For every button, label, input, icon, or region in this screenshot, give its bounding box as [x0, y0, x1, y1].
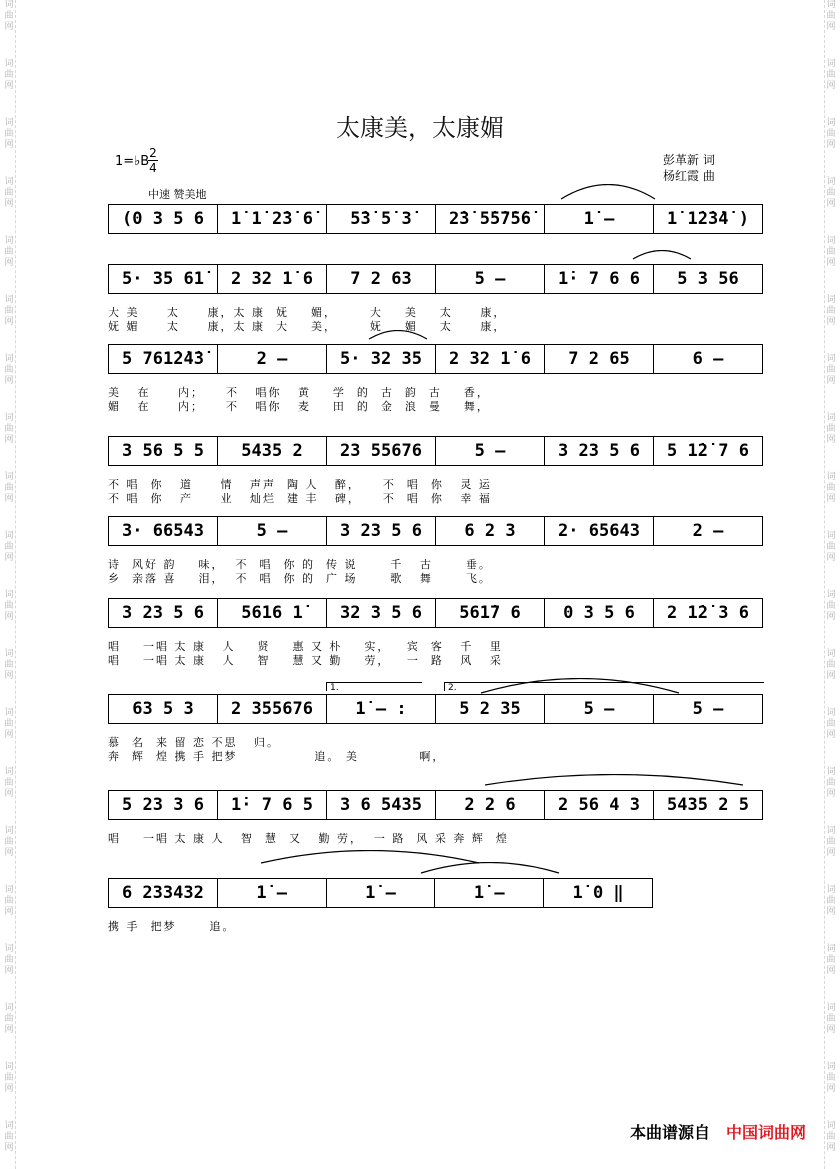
watermark-gap — [3, 1036, 15, 1062]
slur-path — [633, 251, 691, 260]
watermark-gap — [825, 1095, 837, 1121]
watermark-gap — [825, 151, 837, 177]
watermark-char: 网 — [4, 671, 14, 681]
watermark-char: 曲 — [4, 365, 14, 375]
watermark-char: 词 — [826, 708, 836, 718]
watermark-char: 词 — [4, 826, 14, 836]
watermark-gap — [825, 800, 837, 826]
measure: 5 761̇2̇4̇3̇ — [108, 345, 217, 373]
watermark-char: 曲 — [826, 1073, 836, 1083]
measure: 5̇3̇ 5̇ 3̇ — [326, 205, 435, 233]
measure: 1̇ 1̇2̇3̇4̇ ) — [653, 205, 763, 233]
measure: 561̇7 6 — [435, 599, 544, 627]
watermark-char: 词 — [4, 354, 14, 364]
watermark-char: 网 — [826, 494, 836, 504]
measure: 3 23 5 6 — [326, 517, 435, 545]
watermark-gap — [3, 741, 15, 767]
watermark-char: 网 — [4, 199, 14, 209]
watermark-char: 曲 — [826, 1014, 836, 1024]
watermark-char: 网 — [4, 435, 14, 445]
source-footer — [630, 1120, 806, 1143]
watermark-char: 网 — [4, 612, 14, 622]
watermark-gap — [3, 682, 15, 708]
lyric-line: 不 唱 你 道 情 声声 陶 人 醉， 不 唱 你 灵 运 — [108, 478, 492, 491]
watermark-char: 词 — [826, 59, 836, 69]
watermark-char: 曲 — [826, 188, 836, 198]
score-system — [108, 790, 763, 820]
watermark-gap — [825, 505, 837, 531]
watermark-char: 词 — [4, 472, 14, 482]
watermark-char: 词 — [4, 59, 14, 69]
watermark-char: 网 — [826, 1025, 836, 1035]
key-signature: 1=♭B — [115, 154, 150, 169]
watermark-char: 曲 — [826, 70, 836, 80]
watermark-char: 曲 — [4, 1073, 14, 1083]
watermark-gap — [825, 210, 837, 236]
watermark-gap — [825, 387, 837, 413]
measure: 3 23 5 6 — [544, 437, 653, 465]
watermark-char: 词 — [826, 531, 836, 541]
watermark-char: 网 — [826, 553, 836, 563]
tempo-marking: 中速 赞美地 — [148, 188, 207, 201]
watermark-gap — [3, 1095, 15, 1121]
composer-credit: 杨红霞 曲 — [663, 169, 715, 183]
measure: 6 233432 — [108, 879, 217, 907]
watermark-left — [3, 0, 16, 1169]
watermark-char: 网 — [826, 435, 836, 445]
watermark-char: 网 — [826, 671, 836, 681]
measure: 5 – — [544, 695, 653, 723]
slur-mark — [484, 774, 744, 786]
score-system — [108, 264, 763, 294]
measure: 3· 66543 — [108, 517, 217, 545]
watermark-char: 网 — [4, 789, 14, 799]
score-system — [108, 436, 763, 466]
watermark-gap — [3, 977, 15, 1003]
watermark-char: 词 — [4, 236, 14, 246]
watermark-char: 词 — [826, 944, 836, 954]
watermark-char: 曲 — [4, 778, 14, 788]
lyric-line: 美 在 内； 不 唱你 黄 学 的 古 韵 古 香， — [108, 386, 490, 399]
watermark-char: 网 — [826, 966, 836, 976]
watermark-char: 网 — [4, 317, 14, 327]
watermark-char: 曲 — [826, 601, 836, 611]
watermark-char: 词 — [826, 354, 836, 364]
watermark-char: 词 — [826, 885, 836, 895]
watermark-char: 曲 — [826, 660, 836, 670]
watermark-char: 词 — [4, 118, 14, 128]
watermark-char: 网 — [4, 258, 14, 268]
watermark-char: 词 — [826, 0, 836, 10]
watermark-char: 曲 — [4, 306, 14, 316]
watermark-gap — [3, 446, 15, 472]
watermark-char: 曲 — [4, 837, 14, 847]
watermark-char: 词 — [4, 1121, 14, 1131]
lyric-line: 媚 在 内； 不 唱你 麦 田 的 金 浪 曼 舞， — [108, 400, 490, 413]
watermark-char: 网 — [4, 1143, 14, 1153]
watermark-char: 曲 — [4, 129, 14, 139]
watermark-char: 曲 — [826, 955, 836, 965]
volta-first-ending: 1. — [326, 682, 422, 691]
watermark-gap — [825, 269, 837, 295]
watermark-char: 曲 — [4, 247, 14, 257]
watermark-char: 曲 — [4, 1014, 14, 1024]
watermark-char: 网 — [4, 1025, 14, 1035]
measure: 3 56 5 5 — [108, 437, 217, 465]
watermark-char: 曲 — [826, 778, 836, 788]
watermark-char: 网 — [4, 907, 14, 917]
measure: 7 2 65 — [544, 345, 653, 373]
measure: 2 2 6 — [435, 791, 544, 819]
watermark-char: 词 — [826, 236, 836, 246]
watermark-char: 曲 — [4, 896, 14, 906]
measure: 2 355676 — [217, 695, 326, 723]
watermark-char: 网 — [4, 81, 14, 91]
watermark-char: 曲 — [4, 955, 14, 965]
watermark-char: 词 — [826, 590, 836, 600]
measure: 7 2 63 — [326, 265, 435, 293]
slur-path — [561, 185, 655, 200]
score-system — [108, 204, 763, 234]
watermark-char: 网 — [4, 22, 14, 32]
measure: 0 3 5 6 — [544, 599, 653, 627]
watermark-char: 曲 — [826, 837, 836, 847]
watermark-char: 词 — [4, 295, 14, 305]
watermark-char: 曲 — [4, 719, 14, 729]
watermark-char: 曲 — [4, 660, 14, 670]
measure: 1̇ 1̇ 2̇3̇ 6̇ — [217, 205, 326, 233]
watermark-char: 网 — [4, 494, 14, 504]
watermark-char: 曲 — [826, 247, 836, 257]
measure: 5 – — [435, 437, 544, 465]
measure: 2̇3̇ 5̇5̇7̇5̇6̇ — [435, 205, 544, 233]
measure: 63 5 3 — [108, 695, 217, 723]
song-title: 太康美，太康媚 — [336, 114, 504, 142]
slur-path — [485, 775, 743, 786]
volta-second-ending: 2. — [444, 682, 764, 691]
measure: 2 56 4 3 — [544, 791, 653, 819]
watermark-char: 曲 — [4, 188, 14, 198]
watermark-char: 曲 — [4, 601, 14, 611]
measure: 32 3 5 6 — [326, 599, 435, 627]
watermark-char: 曲 — [4, 11, 14, 21]
watermark-char: 词 — [826, 649, 836, 659]
lyricist-credit: 彭革新 词 — [663, 153, 715, 167]
watermark-char: 词 — [826, 177, 836, 187]
measure: 1̇ 0 ‖ — [543, 879, 653, 907]
measure: 1̇ – — [434, 879, 543, 907]
watermark-char: 网 — [826, 81, 836, 91]
measure: 5 3 56 — [653, 265, 763, 293]
measure: 6 – — [653, 345, 763, 373]
measure: 1̇ – — [544, 205, 653, 233]
slur-mark — [260, 850, 480, 864]
lyric-line: 诗 风好 韵 味， 不 唱 你 的 传 说 千 古 垂。 — [108, 558, 492, 571]
watermark-char: 曲 — [826, 719, 836, 729]
watermark-char: 词 — [826, 1121, 836, 1131]
measure: 1̇ – — [326, 879, 435, 907]
watermark-char: 曲 — [826, 129, 836, 139]
watermark-gap — [3, 210, 15, 236]
watermark-char: 网 — [826, 317, 836, 327]
watermark-char: 词 — [826, 767, 836, 777]
watermark-gap — [3, 623, 15, 649]
watermark-char: 曲 — [4, 483, 14, 493]
measure: 5 23 3 6 — [108, 791, 217, 819]
watermark-char: 网 — [4, 848, 14, 858]
measure: 5435 2 5 — [653, 791, 763, 819]
credits — [663, 152, 715, 184]
watermark-gap — [3, 328, 15, 354]
watermark-gap — [3, 33, 15, 59]
watermark-right — [824, 0, 837, 1169]
watermark-char: 词 — [826, 1003, 836, 1013]
slur-mark — [632, 250, 692, 260]
watermark-char: 词 — [826, 413, 836, 423]
watermark-gap — [3, 505, 15, 531]
watermark-gap — [825, 446, 837, 472]
time-signature-top: 2 — [149, 146, 157, 160]
watermark-gap — [825, 328, 837, 354]
watermark-char: 词 — [4, 1003, 14, 1013]
watermark-gap — [3, 859, 15, 885]
watermark-gap — [825, 741, 837, 767]
measure: 5 – — [435, 265, 544, 293]
watermark-gap — [825, 1036, 837, 1062]
watermark-char: 网 — [826, 907, 836, 917]
measure: 3 23 5 6 — [108, 599, 217, 627]
watermark-char: 网 — [826, 789, 836, 799]
measure: 1̇ – : — [326, 695, 435, 723]
source-label: 本曲谱源自 — [629, 1123, 710, 1142]
watermark-char: 曲 — [826, 424, 836, 434]
watermark-char: 词 — [4, 177, 14, 187]
measure: 2 1̇2̇ 3 6 — [653, 599, 763, 627]
watermark-char: 词 — [826, 118, 836, 128]
slur-path — [421, 863, 559, 874]
watermark-gap — [3, 564, 15, 590]
watermark-char: 网 — [4, 1084, 14, 1094]
lyric-line: 不 唱 你 产 业 灿烂 建 丰 碑， 不 唱 你 幸 福 — [108, 492, 492, 505]
watermark-char: 曲 — [4, 1132, 14, 1142]
watermark-char: 网 — [826, 1143, 836, 1153]
watermark-char: 网 — [826, 1084, 836, 1094]
watermark-char: 词 — [4, 590, 14, 600]
measure: 5 1̇2̇ 7 6 — [653, 437, 763, 465]
watermark-gap — [3, 269, 15, 295]
measure: 3 6 5435 — [326, 791, 435, 819]
watermark-gap — [825, 623, 837, 649]
watermark-char: 网 — [826, 258, 836, 268]
watermark-char: 曲 — [826, 306, 836, 316]
lyric-line: 奔 辉 煌 携 手 把梦 追。 美 啊， — [108, 750, 446, 763]
lyric-line: 乡 亲落 喜 泪， 不 唱 你 的 广 场 歌 舞 飞。 — [108, 572, 492, 585]
watermark-char: 词 — [4, 649, 14, 659]
watermark-gap — [825, 564, 837, 590]
watermark-char: 词 — [4, 885, 14, 895]
watermark-gap — [825, 682, 837, 708]
watermark-char: 词 — [826, 472, 836, 482]
measure: 5· 35 61̇ — [108, 265, 217, 293]
measure: 2 32 1̇ 6 — [435, 345, 544, 373]
watermark-char: 网 — [4, 376, 14, 386]
watermark-char: 词 — [4, 531, 14, 541]
watermark-char: 曲 — [826, 542, 836, 552]
watermark-char: 词 — [826, 826, 836, 836]
watermark-char: 网 — [826, 730, 836, 740]
watermark-char: 词 — [826, 295, 836, 305]
watermark-char: 网 — [826, 612, 836, 622]
watermark-char: 网 — [826, 22, 836, 32]
lyric-line: 唱 一唱 太 康 人 智 慧 又 勤 劳， 一 路 风 采 奔 辉 煌 — [108, 832, 509, 845]
measure: 5616 1̇ — [217, 599, 326, 627]
measure: 1̇· 7 6 6 — [544, 265, 653, 293]
measure: 2· 65643 — [544, 517, 653, 545]
watermark-char: 网 — [4, 966, 14, 976]
watermark-char: 词 — [4, 413, 14, 423]
measure: 5· 32 35 — [326, 345, 435, 373]
lyric-line: 唱 一唱 太 康 人 智 慧 又 勤 劳， 一 路 风 采 — [108, 654, 503, 667]
measure: 1̇· 7 6 5 — [217, 791, 326, 819]
watermark-char: 词 — [4, 708, 14, 718]
slur-mark — [560, 184, 656, 200]
watermark-gap — [3, 151, 15, 177]
slur-mark — [420, 862, 560, 874]
watermark-char: 网 — [826, 848, 836, 858]
measure: 23 55676 — [326, 437, 435, 465]
score-system — [108, 878, 653, 908]
slur-path — [261, 851, 479, 864]
watermark-char: 词 — [4, 767, 14, 777]
watermark-char: 词 — [4, 944, 14, 954]
watermark-char: 曲 — [4, 424, 14, 434]
lyric-line: 大 美 太 康，太 康 妩 媚， 大 美 太 康， — [108, 306, 507, 319]
time-signature-bottom: 4 — [149, 161, 157, 175]
watermark-gap — [825, 977, 837, 1003]
watermark-char: 曲 — [826, 11, 836, 21]
watermark-gap — [825, 859, 837, 885]
watermark-gap — [3, 800, 15, 826]
lyric-line: 慕 名 来 留 恋 不思 归。 — [108, 736, 280, 749]
lyric-line: 妩 媚 太 康，太 康 大 美， 妩 媚 太 康， — [108, 320, 507, 333]
watermark-char: 曲 — [826, 896, 836, 906]
watermark-char: 网 — [4, 140, 14, 150]
watermark-gap — [825, 33, 837, 59]
measure: 2 – — [653, 517, 763, 545]
watermark-gap — [825, 1154, 837, 1169]
watermark-char: 词 — [4, 1062, 14, 1072]
time-signature — [148, 146, 158, 175]
measure: 2 – — [217, 345, 326, 373]
watermark-gap — [3, 1154, 15, 1169]
measure: 5 2 35 — [435, 695, 544, 723]
source-site-link[interactable]: 中国词曲网 — [725, 1123, 806, 1142]
watermark-char: 曲 — [826, 365, 836, 375]
watermark-char: 词 — [4, 0, 14, 10]
watermark-gap — [825, 918, 837, 944]
watermark-char: 曲 — [826, 483, 836, 493]
measure: 2 32 1̇ 6 — [217, 265, 326, 293]
watermark-char: 网 — [826, 199, 836, 209]
measure: (0 3 5 6 — [108, 205, 217, 233]
watermark-char: 网 — [826, 140, 836, 150]
lyric-line: 唱 一唱 太 康 人 贤 惠 又 朴 实， 宾 客 千 里 — [108, 640, 503, 653]
watermark-char: 网 — [4, 730, 14, 740]
measure: 5 – — [653, 695, 763, 723]
lyric-line: 携 手 把梦 追。 — [108, 920, 236, 933]
watermark-char: 曲 — [4, 70, 14, 80]
watermark-char: 网 — [4, 553, 14, 563]
measure: 5 – — [217, 517, 326, 545]
watermark-char: 网 — [826, 376, 836, 386]
score-system — [108, 344, 763, 374]
measure: 6 2 3 — [435, 517, 544, 545]
watermark-gap — [3, 918, 15, 944]
measure: 5435 2 — [217, 437, 326, 465]
watermark-char: 曲 — [4, 542, 14, 552]
score-system — [108, 598, 763, 628]
score-system — [108, 516, 763, 546]
watermark-gap — [3, 387, 15, 413]
measure: 1̇ – — [217, 879, 326, 907]
score-system — [108, 694, 763, 724]
watermark-char: 曲 — [826, 1132, 836, 1142]
watermark-char: 词 — [826, 1062, 836, 1072]
